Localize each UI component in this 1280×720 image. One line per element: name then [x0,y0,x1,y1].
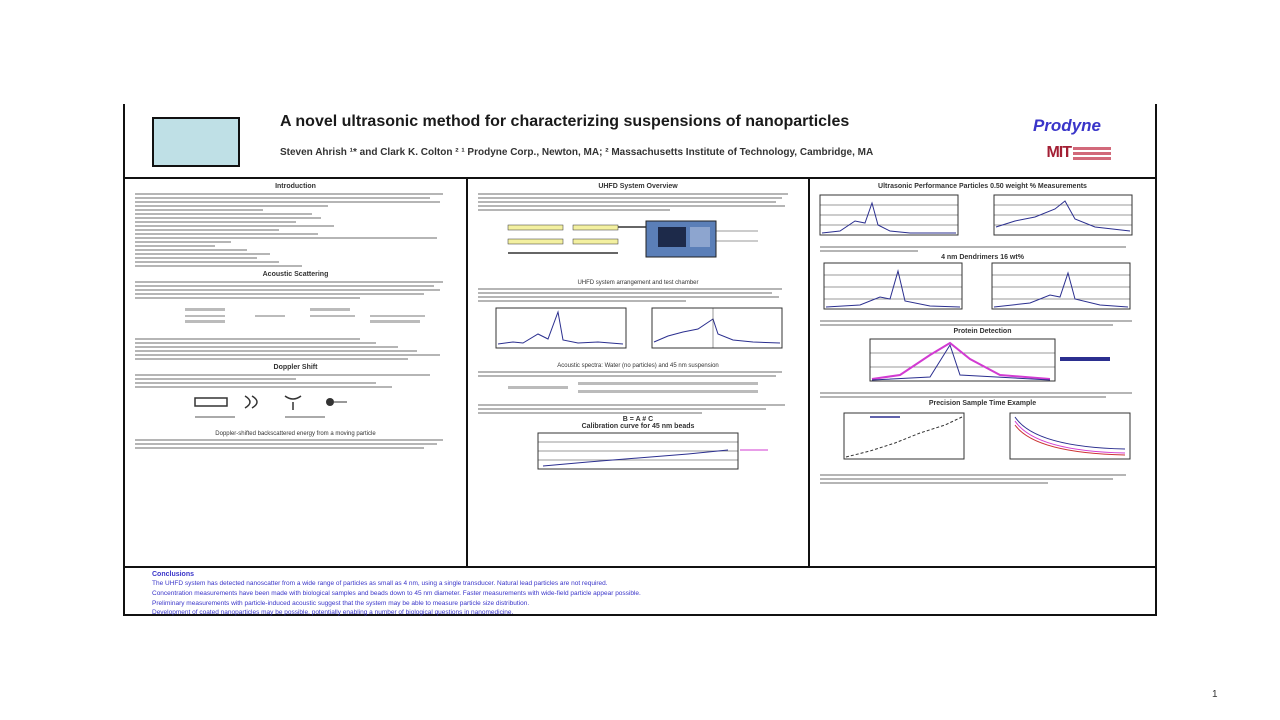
time-plots [810,407,1155,467]
column-system-overview [468,179,810,566]
poster-header [125,104,1155,179]
protein-title: Protein Detection [953,328,1012,335]
results-text-2 [820,320,1145,326]
poster-logo-placeholder [152,117,240,167]
scattering-equation [125,301,468,331]
results-plots-middle [810,261,1155,313]
mit-logo: MIT [1046,144,1071,161]
intro-list [135,209,456,235]
conclusion-line: Concentration measurements have been made with biological samples and beads down to 45 nm diameter. Faster measurements with wide-field particle appear possible. [152,590,641,597]
acoustic-spectra-plots [468,304,810,356]
results-subtitle: 4 nm Dendrimers 16 wt% [941,254,1024,261]
particle-diagram [125,390,468,424]
column-introduction [125,179,468,566]
doppler-text [135,374,456,388]
conclusion-line: The UHFD system has detected nanoscatter from a wide range of particles as small as 4 nm, using a single transducer. Natural lead particles are not required. [152,580,608,587]
conclusions-section [125,566,1155,616]
prodyne-logo: Prodyne [1032,116,1101,135]
conclusion-line: Preliminary measurements with particle-induced acoustic suggest that the system may be able to measure particle size distribution. [152,600,530,607]
section-title-acoustic: Acoustic Scattering [262,271,329,278]
calibration-title: Calibration curve for 45 nm beads [581,423,695,430]
section-title-doppler: Doppler Shift [273,364,318,371]
acoustic-text [135,281,456,299]
doppler-text-2 [135,439,456,449]
mit-logo-wordmark [1073,145,1111,163]
poster [123,104,1157,616]
system-text-4 [478,404,798,414]
results-text-3 [820,392,1145,398]
system-text-3 [478,371,798,377]
summation-equation [468,379,810,397]
equation-b-a-c: B = A # C [622,416,654,423]
conclusion-line: Development of coated nanoparticles may be possible, potentially enabling a number of biological questions in nanomedicine. [152,609,514,616]
spectra-caption: Acoustic spectra: Water (no particles) and 45 nm suspension [557,363,719,369]
results-text-4 [820,474,1145,484]
acoustic-text-2 [135,338,456,360]
intro-text-2 [135,237,456,243]
time-title: Precision Sample Time Example [928,400,1037,407]
system-caption: UHFD system arrangement and test chamber [577,280,699,286]
system-text [478,193,798,211]
column-results [810,179,1155,566]
particle-caption: Doppler-shifted backscattered energy from a moving particle [215,431,376,437]
system-diagram [468,213,810,273]
results-plots-top [810,193,1155,239]
section-title-system: UHFD System Overview [598,183,678,190]
results-text [820,246,1145,252]
conclusions-title: Conclusions [152,571,195,578]
page-number: 1 [1212,689,1218,700]
poster-title: A novel ultrasonic method for characterizing suspensions of nanoparticles [280,113,850,130]
intro-bullets [135,245,456,267]
section-title-introduction: Introduction [275,183,316,190]
intro-text [135,193,456,207]
system-text-2 [478,288,798,302]
section-title-results: Ultrasonic Performance Particles 0.50 weight % Measurements [878,183,1087,190]
calibration-chart [468,430,810,472]
poster-authors: Steven Ahrish ¹* and Clark K. Colton ² ¹ Prodyne Corp., Newton, MA; ² Massachusetts Institute of Technology, Cambridge, MA [280,147,874,158]
protein-plot [810,335,1155,385]
